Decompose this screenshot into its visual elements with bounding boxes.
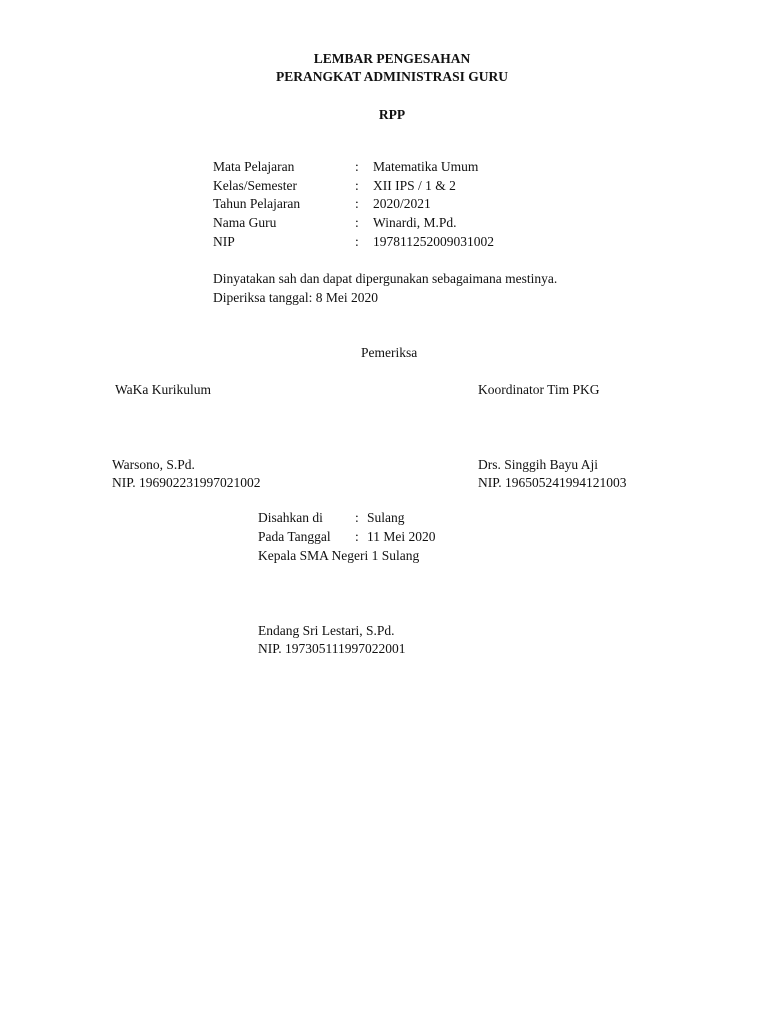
document-type: RPP bbox=[378, 107, 406, 122]
approval-value: 11 Mei 2020 bbox=[367, 529, 436, 544]
principal-position: Kepala SMA Negeri 1 Sulang bbox=[258, 548, 420, 563]
info-row-year bbox=[213, 195, 494, 214]
left-signatory-name: Warsono, S.Pd. bbox=[112, 457, 195, 472]
right-signatory-role: Koordinator Tim PKG bbox=[478, 382, 600, 397]
principal-name: Endang Sri Lestari, S.Pd. bbox=[258, 623, 395, 638]
approval-row-place bbox=[258, 509, 436, 528]
left-signatory-nip: NIP. 196902231997021002 bbox=[112, 475, 261, 490]
info-separator: : bbox=[355, 215, 359, 231]
info-value: 2020/2021 bbox=[373, 196, 431, 212]
approval-value: Sulang bbox=[367, 510, 405, 525]
info-value: 197811252009031002 bbox=[373, 233, 494, 249]
info-separator: : bbox=[355, 177, 359, 193]
right-signatory-name: Drs. Singgih Bayu Aji bbox=[478, 457, 599, 472]
info-separator: : bbox=[355, 196, 359, 212]
info-row-class bbox=[213, 177, 494, 196]
left-signatory-role: WaKa Kurikulum bbox=[115, 382, 212, 397]
info-separator: : bbox=[355, 159, 359, 174]
info-table bbox=[213, 158, 494, 251]
approval-table bbox=[258, 509, 436, 547]
info-separator: : bbox=[355, 233, 359, 249]
right-signatory-nip: NIP. 196505241994121003 bbox=[478, 475, 627, 490]
info-row-nip bbox=[213, 233, 494, 252]
info-value: XII IPS / 1 & 2 bbox=[373, 177, 456, 193]
info-label: Nama Guru bbox=[213, 215, 277, 231]
approval-separator: : bbox=[355, 529, 359, 544]
approval-row-date bbox=[258, 528, 436, 547]
info-label: Mata Pelajaran bbox=[213, 159, 295, 174]
examiner-heading: Pemeriksa bbox=[361, 345, 418, 360]
approval-separator: : bbox=[355, 510, 359, 525]
info-label: Tahun Pelajaran bbox=[213, 196, 301, 212]
document-title: LEMBAR PENGESAHAN bbox=[313, 51, 471, 66]
info-value: Matematika Umum bbox=[373, 159, 479, 174]
info-row-teacher bbox=[213, 214, 494, 233]
info-value: Winardi, M.Pd. bbox=[373, 215, 457, 231]
info-label: NIP bbox=[213, 233, 235, 249]
approval-label: Pada Tanggal bbox=[258, 529, 331, 544]
document-subtitle: PERANGKAT ADMINISTRASI GURU bbox=[275, 69, 509, 84]
info-row-subject bbox=[213, 158, 494, 177]
inspection-date: Diperiksa tanggal: 8 Mei 2020 bbox=[213, 290, 378, 305]
approval-label: Disahkan di bbox=[258, 510, 323, 525]
principal-nip: NIP. 197305111997022001 bbox=[258, 641, 406, 656]
statement-text: Dinyatakan sah dan dapat dipergunakan sebagaimana mestinya. bbox=[213, 271, 558, 286]
info-label: Kelas/Semester bbox=[213, 177, 297, 193]
